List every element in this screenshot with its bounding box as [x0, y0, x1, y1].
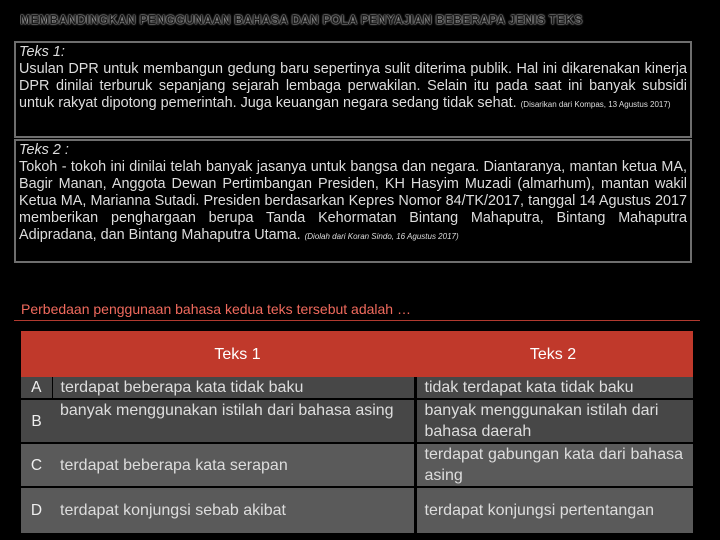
option-row-d[interactable] — [21, 487, 693, 533]
teks2-text: Tokoh - tokoh ini dinilai telah banyak jasanya untuk bangsa dan negara. Diantaranya, mantan ketua MA, Bagir Manan, Anggota Dewan Pertimbangan Presiden, KH Hasyim Muzadi (almarhum), mantan wakil Ketua MA, Marianna Sutadi. Presiden berdasarkan Kepres Nomor 84/TK/2017, tanggal 14 Agustus 2017 memberikan penghargaan berupa Tanda Kehormatan Bintang Mahaputra, Bintang Mahaputra Adipradana, dan Bintang Mahaputra Utama. — [19, 159, 687, 243]
teks2-source: (Diolah dari Koran Sindo, 16 Agustus 2017) — [304, 232, 459, 241]
teks1-box — [14, 41, 692, 138]
teks1-text: Usulan DPR untuk membangun gedung baru sepertinya sulit diterima publik. Hal ini dikarenakan kinerja DPR dinilai terburuk sepanjang sejarah lembaga perwakilan. Selain itu pada saat ini banyak subsidi untuk rakyat dipotong pemerintah. Juga keuangan negara sedang tidak sehat. — [19, 61, 687, 111]
option-row-b[interactable] — [21, 399, 693, 443]
option-teks2-cell: terdapat konjungsi pertentangan — [415, 487, 693, 533]
option-label: C — [21, 443, 52, 487]
option-row-c[interactable] — [21, 443, 693, 487]
header-teks1: Teks 1 — [52, 331, 415, 377]
option-teks1-cell: terdapat konjungsi sebab akibat — [52, 487, 415, 533]
question-text: Perbedaan penggunaan bahasa kedua teks tersebut adalah … — [21, 301, 411, 317]
option-row-a[interactable] — [21, 377, 693, 399]
teks1-body — [19, 61, 687, 112]
option-teks2-cell — [415, 443, 693, 487]
option-teks1-cell: banyak menggunakan istilah dari bahasa asing — [52, 399, 415, 443]
option-teks2-text: terdapat gabungan kata dari bahasa asing — [424, 446, 683, 484]
teks2-heading: Teks 2 : — [19, 142, 69, 158]
header-teks2: Teks 2 — [415, 331, 693, 377]
option-label: D — [21, 487, 52, 533]
option-teks2-cell: banyak menggunakan istilah dari bahasa daerah — [415, 399, 693, 443]
question-divider — [14, 320, 700, 321]
teks2-body — [19, 159, 687, 244]
option-teks1-cell: terdapat beberapa kata tidak baku — [52, 377, 415, 399]
option-teks1-cell: terdapat beberapa kata serapan — [52, 443, 415, 487]
option-teks2-cell: tidak terdapat kata tidak baku — [415, 377, 693, 399]
header-blank-cell — [21, 331, 52, 377]
answer-table — [21, 331, 693, 533]
slide-title: MEMBANDINGKAN PENGGUNAAN BAHASA DAN POLA PENYAJIAN BEBERAPA JENIS TEKS — [20, 13, 583, 27]
teks1-source: (Disarikan dari Kompas, 13 Agustus 2017) — [520, 100, 671, 109]
teks2-box — [14, 139, 692, 263]
option-label: B — [21, 399, 52, 443]
table-header-row — [21, 331, 693, 377]
teks1-heading: Teks 1: — [19, 44, 65, 60]
option-label: A — [21, 377, 52, 399]
